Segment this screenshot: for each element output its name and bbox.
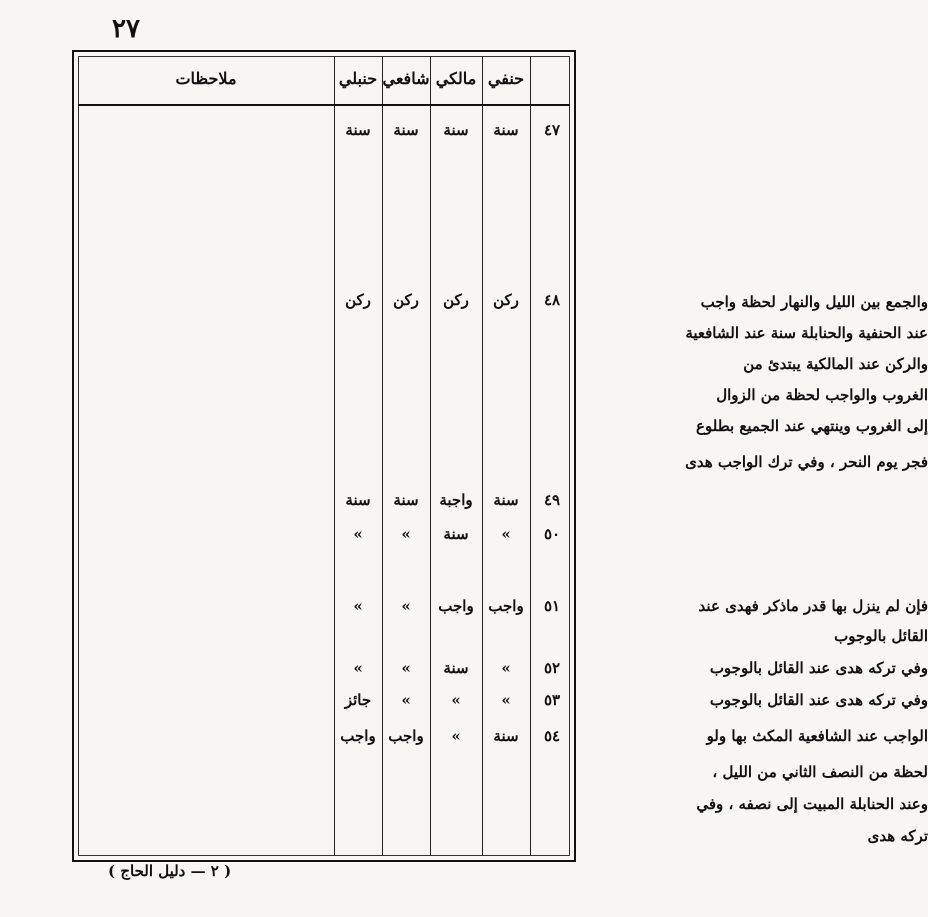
note-line: الواجب عند الشافعية المكث بها ولو <box>706 727 928 745</box>
cell-hanafi: سنة <box>493 727 519 745</box>
note-line: فجر يوم النحر ، وفي ترك الواجب هدى <box>685 453 928 471</box>
header-shafii: شافعي <box>382 69 430 88</box>
cell-hanafi: سنة <box>493 491 519 509</box>
column-divider <box>530 56 531 856</box>
header-notes: ملاحظات <box>175 69 237 88</box>
cell-hanbali: ركن <box>345 291 371 309</box>
cell-shafii: » <box>401 597 411 615</box>
cell-shafii: ركن <box>393 291 419 309</box>
note-line: والجمع بين الليل والنهار لحظة واجب <box>700 293 928 311</box>
cell-hanafi: ركن <box>493 291 519 309</box>
cell-hanbali: سنة <box>345 121 371 139</box>
cell-maliki: » <box>451 727 461 745</box>
cell-hanbali: سنة <box>345 491 371 509</box>
row-number: ٤٨ <box>543 291 561 309</box>
cell-maliki: سنة <box>443 525 469 543</box>
note-line: لحظة من النصف الثاني من الليل ، <box>712 763 928 781</box>
row-number: ٤٩ <box>543 491 561 509</box>
note-line: تركه هدى <box>867 827 928 845</box>
header-divider <box>78 104 570 106</box>
cell-shafii: واجب <box>388 727 424 745</box>
cell-maliki: واجب <box>438 597 474 615</box>
cell-maliki: » <box>451 691 461 709</box>
row-number: ٥٤ <box>543 727 561 745</box>
cell-shafii: سنة <box>393 121 419 139</box>
header-maliki: مالكي <box>435 69 477 88</box>
cell-hanbali: » <box>353 659 363 677</box>
cell-shafii: » <box>401 691 411 709</box>
page-number: ٢٧ <box>112 14 140 44</box>
note-line: فإن لم ينزل بها قدر ماذكر فهدى عند <box>698 597 928 615</box>
note-line: إلى الغروب وينتهي عند الجميع بطلوع <box>696 417 928 435</box>
footer-caption: ( ٢ — دليل الحاج ) <box>108 862 232 880</box>
note-line: عند الحنفية والحنابلة سنة عند الشافعية <box>685 324 928 342</box>
cell-hanbali: جائز <box>344 691 372 709</box>
cell-maliki: واجبة <box>439 491 473 509</box>
cell-shafii: سنة <box>393 491 419 509</box>
cell-hanafi: سنة <box>493 121 519 139</box>
cell-hanafi: » <box>501 659 511 677</box>
note-line: وعند الحنابلة المبيت إلى نصفه ، وفي <box>696 795 928 813</box>
row-number: ٥٣ <box>543 691 561 709</box>
cell-hanbali: واجب <box>340 727 376 745</box>
note-line: وفي تركه هدى عند القائل بالوجوب <box>709 659 928 677</box>
cell-hanafi: واجب <box>488 597 524 615</box>
cell-shafii: » <box>401 659 411 677</box>
cell-hanbali: » <box>353 597 363 615</box>
cell-hanafi: » <box>501 525 511 543</box>
row-number: ٥١ <box>543 597 561 615</box>
cell-maliki: سنة <box>443 121 469 139</box>
cell-shafii: » <box>401 525 411 543</box>
row-number: ٤٧ <box>543 121 561 139</box>
cell-maliki: سنة <box>443 659 469 677</box>
cell-hanbali: » <box>353 525 363 543</box>
note-line: والركن عند المالكية يبتدئ من <box>743 355 928 373</box>
note-line: الغروب والواجب لحظة من الزوال <box>716 386 928 404</box>
cell-maliki: ركن <box>443 291 469 309</box>
note-line: وفي تركه هدى عند القائل بالوجوب <box>709 691 928 709</box>
header-hanafi: حنفي <box>487 69 525 88</box>
header-hanbali: حنبلي <box>338 69 378 88</box>
note-line: القائل بالوجوب <box>834 627 928 645</box>
row-number: ٥٠ <box>543 525 561 543</box>
cell-hanafi: » <box>501 691 511 709</box>
row-number: ٥٢ <box>543 659 561 677</box>
